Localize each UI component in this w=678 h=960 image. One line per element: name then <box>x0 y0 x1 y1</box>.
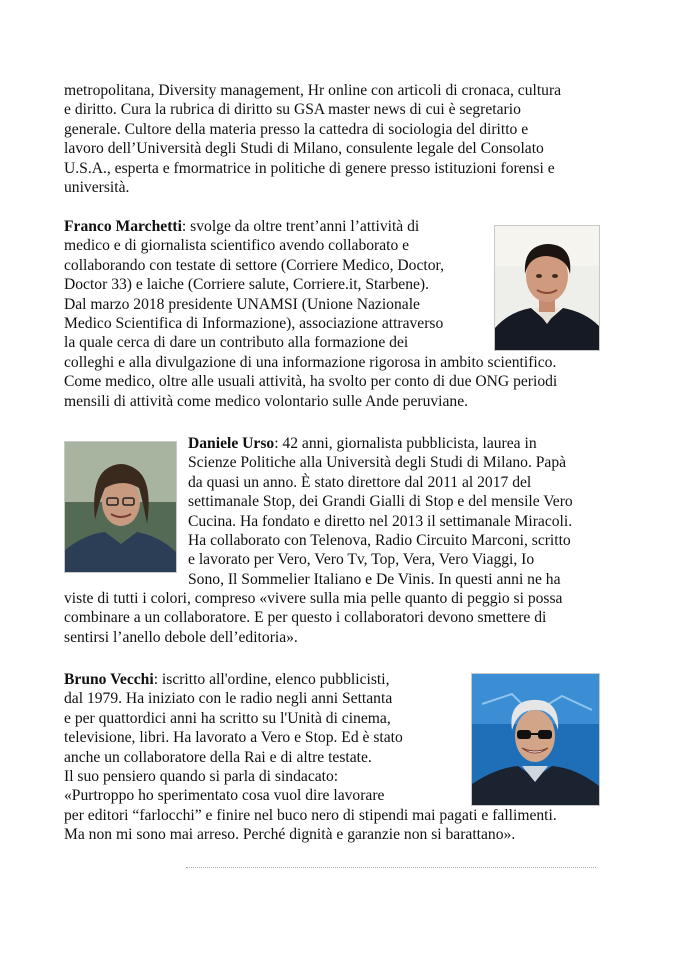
text-line: mensili di attività come medico volontario sulle Ande peruviane. <box>64 392 469 410</box>
portrait-man-dark-hair-icon <box>495 226 599 350</box>
text-line: settimanale Stop, dei Grandi Gialli di Stop e del mensile Vero <box>188 493 573 511</box>
person-name: Bruno Vecchi <box>64 671 154 688</box>
text-line: Sono, Il Sommelier Italiano e De Vinis. In questi anni ne ha <box>188 570 561 588</box>
text-line: viste di tutti i colori, compreso «vivere sulla mia pelle quanto di peggio si possa <box>64 590 563 607</box>
text-line: Ha collaborato con Telenova, Radio Circuito Marconi, scritto <box>188 531 571 549</box>
text-line: e diritto. Cura la rubrica di diritto su GSA master news di cui è segretario <box>64 101 521 119</box>
text-line: medico e di giornalista scientifico avendo collaborato e <box>64 237 410 255</box>
text-fragment: : svolge da oltre trent’anni l’attività di <box>181 218 420 235</box>
text-line: e per quattordici anni ha scritto su l'Unità di cinema, <box>64 709 391 727</box>
marchetti-photo <box>494 225 600 351</box>
text-line: generale. Cultore della materia presso la cattedra di sociologia del diritto e <box>64 120 529 138</box>
marchetti-bio <box>64 217 557 411</box>
portrait-young-man-glasses-icon <box>65 442 176 572</box>
urso-bio-top <box>188 434 573 589</box>
bio-first-line <box>188 434 573 453</box>
text-line: la quale cerca di dare un contributo alla formazione dei <box>64 334 409 352</box>
text-line: televisione, libri. Ha lavorato a Vero e Stop. Ed è stato <box>64 729 403 747</box>
text-line: Dal marzo 2018 presidente UNAMSI (Unione Nazionale <box>64 295 420 313</box>
urso-photo <box>64 441 177 573</box>
text-line: dal 1979. Ha iniziato con le radio negli anni Settanta <box>64 690 393 708</box>
text-line: Ma non mi sono mai arreso. Perché dignità e garanzie non si barattano». <box>64 826 516 844</box>
text-line: sentirsi l’anello debole dell’editoria». <box>64 628 298 646</box>
text-line: università. <box>64 178 130 196</box>
bio-first-line <box>64 217 557 236</box>
text-line: anche un collaboratore della Rai e di altre testate. <box>64 748 372 766</box>
portrait-man-sunglasses-icon <box>472 674 599 805</box>
text-line: per editori “farlocchi” e finire nel buco nero di stipendi mai pagati e fallimenti. <box>64 806 557 824</box>
person-name: Franco Marchetti <box>64 218 182 235</box>
text-line: colleghi e alla divulgazione di una informazione rigorosa in ambito scientifico. <box>64 353 557 371</box>
text-line: Come medico, oltre alle usuali attività, ha svolto per conto di due ONG periodi <box>64 373 558 391</box>
text-line: metropolitana, Diversity management, Hr online con articoli di cronaca, cultura <box>64 82 562 99</box>
text-line: e lavorato per Vero, Vero Tv, Top, Vera, Vero Viaggi, Io <box>188 551 535 569</box>
footer-divider <box>186 867 596 870</box>
text-line: Doctor 33) e laiche (Corriere salute, Corriere.it, Starbene). <box>64 276 429 294</box>
text-line: Il suo pensiero quando si parla di sindacato: <box>64 767 339 785</box>
text-line: collaborando con testate di settore (Corriere Medico, Doctor, <box>64 256 444 274</box>
person-name: Daniele Urso <box>188 435 275 452</box>
urso-bio-bottom <box>64 589 562 647</box>
text-line: Cucina. Ha fondato e diretto nel 2013 il settimanale Miracoli. <box>188 512 573 530</box>
text-line: lavoro dell’Università degli Studi di Milano, consulente legale del Consolato <box>64 140 544 158</box>
text-fragment: : iscritto all'ordine, elenco pubblicisti, <box>153 671 390 688</box>
vecchi-photo <box>471 673 600 806</box>
text-line: U.S.A., esperta e fmormatrice in politiche di genere presso istituzioni forensi e <box>64 159 555 177</box>
intro-paragraph <box>64 81 561 197</box>
text-line: da quasi un anno. È stato direttore dal 2011 al 2017 del <box>188 473 532 491</box>
text-line: «Purtroppo ho sperimentato cosa vuol dire lavorare <box>64 787 385 805</box>
text-line: Scienze Politiche alla Università degli Studi di Milano. Papà <box>188 454 567 472</box>
text-fragment: : 42 anni, giornalista pubblicista, laurea in <box>274 435 537 452</box>
text-line: combinare a un collaboratore. E per questo i collaboratori devono smettere di <box>64 609 547 627</box>
text-line: Medico Scientifica di Informazione), associazione attraverso <box>64 314 444 332</box>
